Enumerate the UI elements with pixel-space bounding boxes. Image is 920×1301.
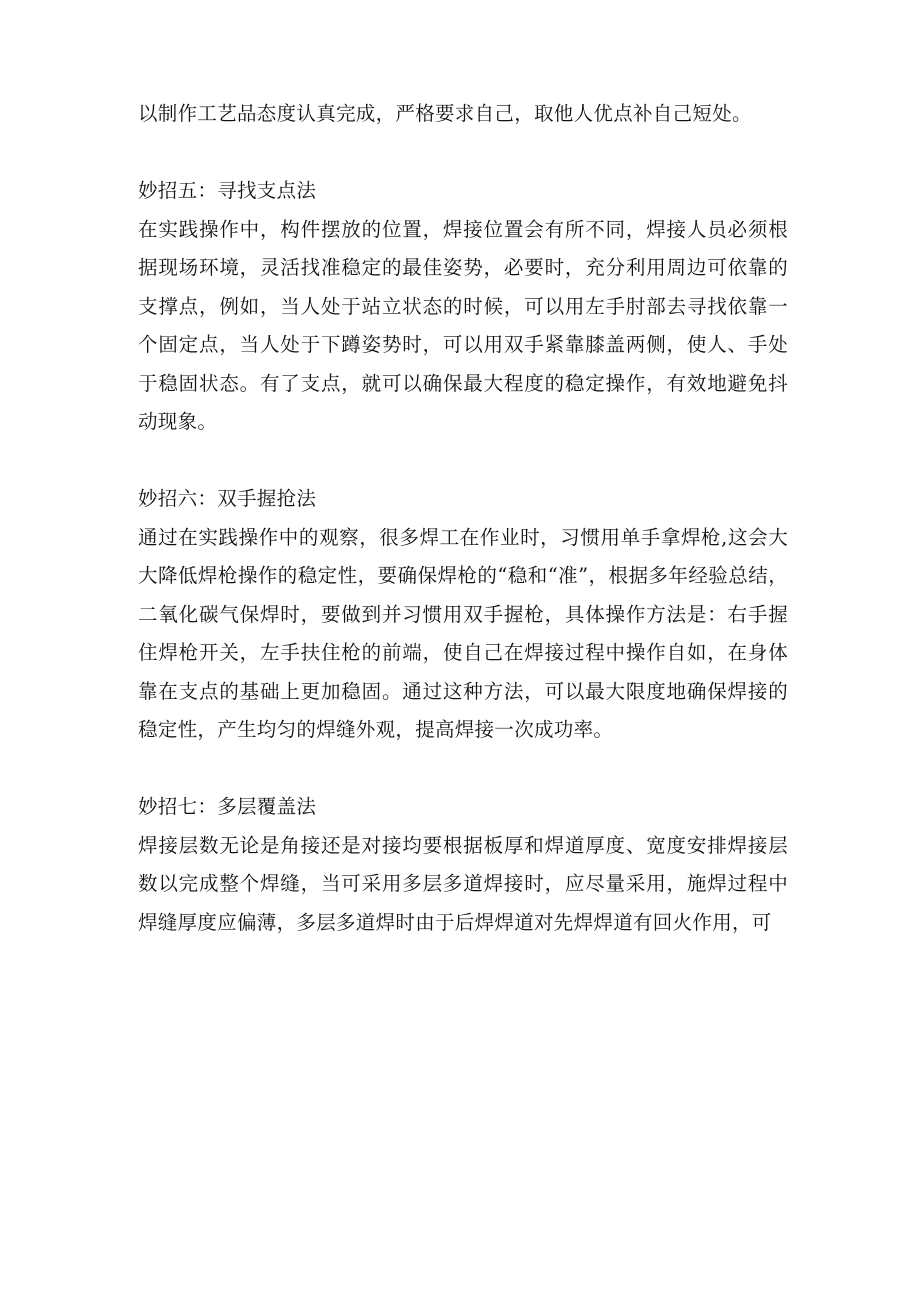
document-body [138,95,788,942]
section-body: 通过在实践操作中的观察，很多焊工在作业时，习惯用单手拿焊枪,这会大大降低焊枪操作的稳定性，要确保焊枪的“稳和“准”，根据多年经验总结，二氧化碳气保焊时，要做到并习惯用双手握枪，具体操作方法是：右手握住焊枪开关，左手扶住枪的前端，使自己在焊接过程中操作自如，在身体靠在支点的基础上更加稳固。通过这种方法，可以最大限度地确保焊接的稳定性，产生均匀的焊缝外观，提高焊接一次成功率。 [138,525,788,741]
paragraph-gap [138,134,788,173]
paragraph-gap [138,750,788,789]
intro-paragraph: 以制作工艺品态度认真完成，严格要求自己，取他人优点补自己短处。 [138,102,752,125]
paragraph-gap [138,442,788,481]
section-tip-six [138,480,788,750]
section-body: 焊接层数无论是角接还是对接均要根据板厚和焊道厚度、宽度安排焊接层数以完成整个焊缝，当可采用多层多道焊接时，应尽量采用，施焊过程中焊缝厚度应偏薄，多层多道焊时由于后焊焊道对先焊焊道有回火作用，可 [138,833,788,934]
section-body: 在实践操作中，构件摆放的位置，焊接位置会有所不同，焊接人员必须根据现场环境，灵活找准稳定的最佳姿势，必要时，充分利用周边可依靠的支撑点，例如，当人处于站立状态的时候，可以用左手肘部去寻找依靠一个固定点，当人处于下蹲姿势时，可以用双手紧靠膝盖两侧，使人、手处于稳固状态。有了支点，就可以确保最大程度的稳定操作，有效地避免抖动现象。 [138,217,788,433]
section-heading: 妙招七：多层覆盖法 [138,795,317,818]
section-tip-five [138,172,788,442]
section-heading: 妙招五：寻找支点法 [138,179,317,202]
section-tip-seven [138,788,788,942]
section-heading: 妙招六：双手握抢法 [138,487,317,510]
